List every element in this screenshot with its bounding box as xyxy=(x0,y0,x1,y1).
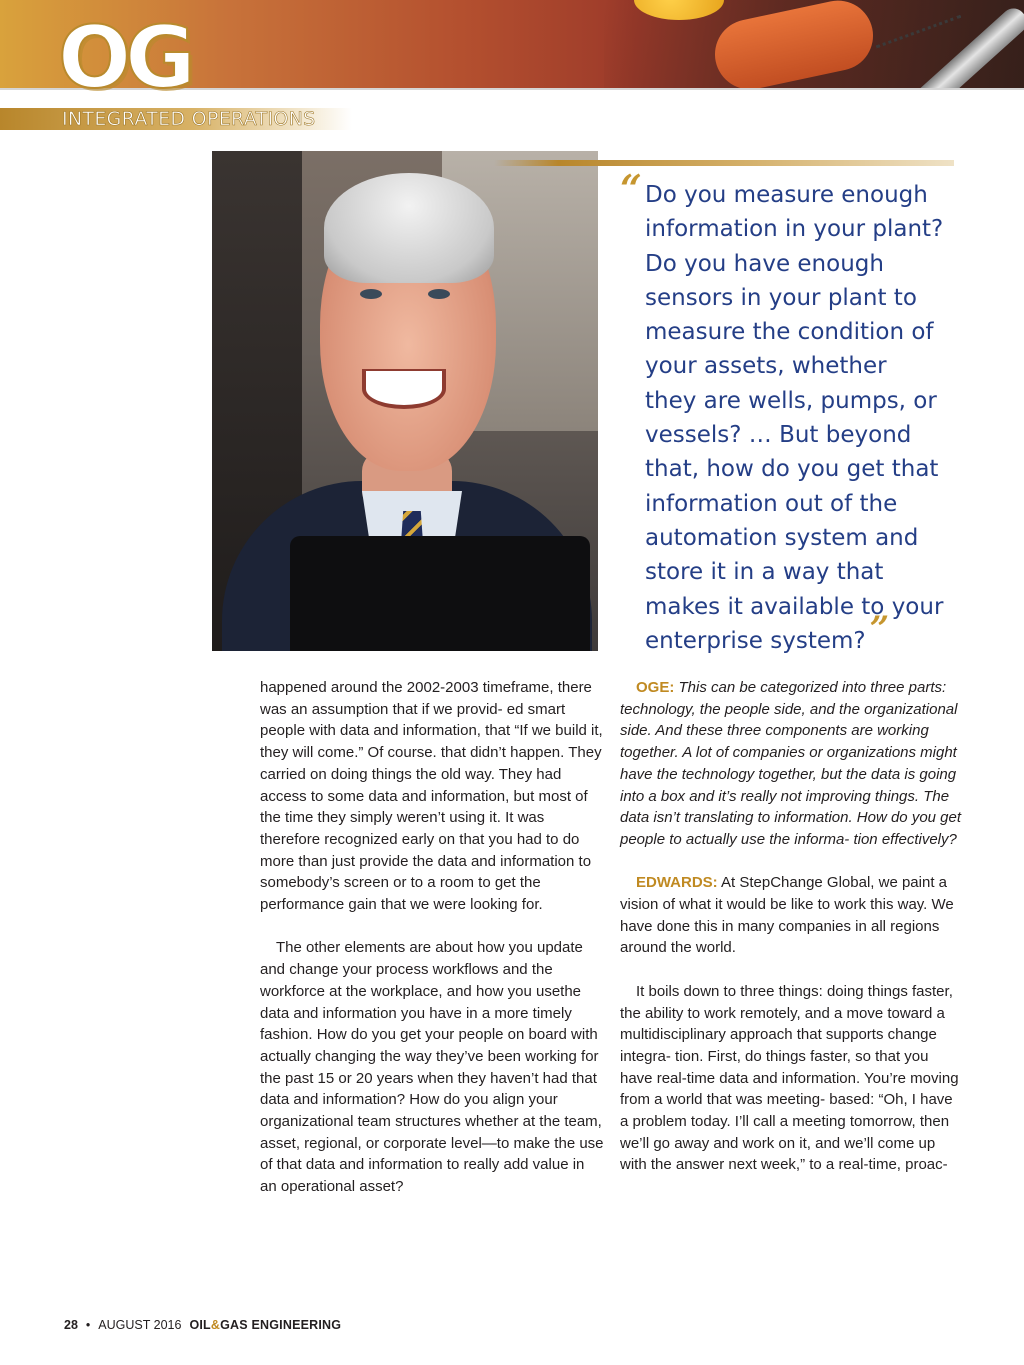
pull-quote xyxy=(645,178,945,658)
right-column xyxy=(620,677,965,1198)
portrait-laptop xyxy=(290,536,590,651)
og-logo xyxy=(58,8,190,108)
edwards-answer xyxy=(620,872,965,959)
logo-text: OG xyxy=(58,8,190,108)
portrait-eye-left xyxy=(360,289,382,299)
edwards-answer-text: At StepChange Global, we paint a vision of what it would be like to work this way. We have done this in many companies in all regions around the world. xyxy=(620,874,954,957)
issue-date: AUGUST 2016 xyxy=(98,1318,182,1332)
portrait-eye-right xyxy=(428,289,450,299)
close-quote-icon: ” xyxy=(869,608,890,649)
left-paragraph-1: happened around the 2002-2003 timeframe, there was an assumption that if we provid- ed smart people with data and information, that “If we build it, they will come.” Of course. that didn’t happen. They carried on doing things the old way. They had access to some data and information, but most of the time they simply weren’t using it. It was therefore recognized early on that you had to do more than just provide the data and information to somebody’s screen or to a room to get the performance gain that we were looking for. xyxy=(260,679,603,914)
left-column xyxy=(260,677,605,1220)
portrait-hair xyxy=(324,173,494,283)
edwards-speaker-label: EDWARDS: xyxy=(636,874,718,892)
open-quote-icon: “ xyxy=(620,166,642,211)
page-number: 28 xyxy=(64,1318,78,1332)
page-footer xyxy=(64,1318,341,1332)
portrait-smile xyxy=(362,369,446,409)
portrait-photo xyxy=(212,151,598,651)
footer-separator: • xyxy=(85,1318,91,1332)
oge-question-text: This can be categorized into three parts: technology, the people side, and the organizational side. And these three components are working together. A lot of companies or organizations might have the technology together, but the data is going into a box and it’s really not improving things. The data isn’t translating to information. How do you get people to actually use the informa- tion effectively? xyxy=(620,679,962,848)
pull-quote-text: Do you measure enough information in your plant? Do you have enough sensors in your plant to measure the condition of your assets, whether they are wells, pumps, or vessels? … But beyond that, how do you get that information out of the automation system and store it in a way that makes it available to your enterprise system? xyxy=(645,182,944,654)
brand-gas-engineering: GAS ENGINEERING xyxy=(220,1318,342,1332)
brand-oil: OIL xyxy=(189,1318,211,1332)
oge-speaker-label: OGE: xyxy=(636,679,675,696)
right-paragraph-3: It boils down to three things: doing things faster, the ability to work remotely, and a move toward a multidisciplinary approach that supports change integra- tion. First, do things faster, so that you have real-time data and information. You’re moving from a world that was meeting- based: “Oh, I have a problem today. I’ll call a meeting tomorrow, then we’ll go away and work on it, and we’ll come up with the answer next week,” to a real-time, proac- xyxy=(620,982,959,1174)
brand-ampersand: & xyxy=(210,1318,221,1332)
left-paragraph-2: The other elements are about how you update and change your process workflows and the workforce at the workplace, and how you usethe data and information you have in a more timely fashion. How do you get your people on board with actually changing the way they’ve been working for the past 15 or 20 years when they haven’t had that data and information? How do you align your organizational team structures whether at the team, asset, regional, or corporate level—to make the use of that data and information to really add value in an operational asset? xyxy=(260,939,604,1196)
oge-question xyxy=(620,677,965,851)
pull-quote-rule xyxy=(494,160,954,166)
publication-name xyxy=(189,1318,341,1332)
section-label: INTEGRATED OPERATIONS xyxy=(62,108,316,130)
